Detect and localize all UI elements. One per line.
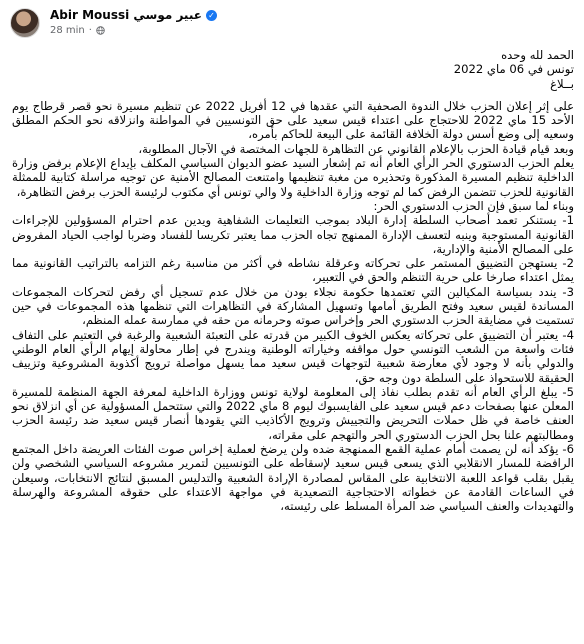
statement-title: بــلاغ <box>550 76 574 91</box>
intro-paragraph-2: وبعد قيام قيادة الحزب بالإعلام القانوني عن التظاهرة للجهات المختصة في الآجال المطلوبة، <box>138 141 574 156</box>
point-1: 1- يستنكر تعمد أصحاب السلطة إدارة البلاد بموجب التعليمات الشفاهية ويدين عدم احترام المسؤولين للإجراءات القانونية المستوجبة وينبه لتعسف الإدارة الممنهج تجاه الحزب مما يعتبر تكريسا للفساد وضربا لواجب الحياد المفروض على المصالح الأمنية والإدارية، <box>12 213 574 256</box>
globe-icon[interactable] <box>96 26 105 35</box>
intro-paragraph-4: وبناء لما سبق فإن الحزب الدستوري الحر: <box>373 198 574 213</box>
author-name-row <box>50 8 217 22</box>
post-meta <box>50 25 105 36</box>
post-body <box>12 48 574 514</box>
greeting: الحمد لله وحده <box>501 48 574 62</box>
point-3: 3- يندد بسياسة المكيالين التي تعتمدها حكومة نجلاء بودن من خلال عدم تسجيل أي رفض لتحركات المجموعات المساندة لقيس سعيد وفتح الطريق أمامها وتسهيل المشاركة في التظاهرات التي تنظمها هذه المجموعات في حين تستميت في مضايقة الحزب الدستوري الحر وإخراس صوته وحرمانه من حقه في ممارسة عمله المنظم، <box>12 284 574 328</box>
point-6: 6- يؤكد أنه لن يصمت أمام عملية القمع الممنهجة ضده ولن يرضخ لعملية إخراس صوت الفئات العريضة داخل المجتمع الرافضة للمسار الانقلابي الذي يسعى قيس سعيد لإسقاطه على التونسيين لتمرير مشروعه السياسي الشخصي ولن يقبل بقلب قواعد اللعبة الانتخابية على المقاس لمصادرة الإرادة الشعبية والتدليس المسبق لنتائج الانتخابات، وسيعلن في الساعات القادمة عن خطواته الاحتجاجية التصعيدية في مواجهة الاعتداء على حقوقه المشروعة والهرسلة والتهديدات والعنف السياسي ضد المرأة المسلط على رئيسته، <box>12 442 574 514</box>
point-2: 2- يستهجن التضييق المستمر على تحركاته وعرقلة نشاطه في أكثر من مناسبة رغم التزامه بالتراتيب القانونية مما يمثل اعتداء صارخا على حرية التنظم والحق في التعبير، <box>12 256 574 285</box>
meta-separator: · <box>88 25 92 36</box>
author-avatar[interactable] <box>10 8 40 38</box>
point-5: 5- يبلغ الرأي العام أنه تقدم بطلب نفاذ إلى المعلومة لولاية تونس ووزارة الداخلية لمعرفة الجهة المنظمة للمسيرة المعلن عنها بصفحات دعم قيس سعيد على الفايسبوك ليوم 8 ماي 2022 والتي ستتحمل المسؤولية عن أي انزلاق نحو العنف خاصة في ظل حملات التحريض والتجييش وترويج الأكاذيب التي يقودها أنصار قيس سعيد ضد رئيسة الحزب ومطالبتهم علنا بحل الحزب الدستوري الحر والتهجم على مقراته، <box>12 384 574 442</box>
author-name[interactable]: Abir Moussi عبير موسي <box>50 8 202 22</box>
point-4: 4- يعتبر أن التضييق على تحركاته يعكس الخوف الكبير من قدرته على التعبئة الشعبية والرغبة في التعتيم على التفاف فئات واسعة من الشعب التونسي حول مواقفه وخياراته الوطنية ويندرج في إطار محاولة إيهام الرأي العام الوطني والدولي بأنه لا وجود لأي معارضة شعبية لتوجهات قيس سعيد مما يسهل مواصلة ترويج أكذوبة المشروعية وتزييف الحقيقة للاستحواذ على السلطة دون وجه حق، <box>12 327 574 385</box>
intro-paragraph-3: يعلم الحزب الدستوري الحر الرأي العام أنه تم إشعار السيد عضو الديوان السياسي المكلف بإيداع الإعلام برفض وزارة الداخلية تنظيم المسيرة المذكورة وتحذيره من مغبة تنظيمها وامتنعت المصالح الأمنية عن توجيه مراسلة كتابية للممثلة القانونية للحزب تتضمن الرفض كما لم توجه وزارة الداخلية ولا والي تونس أي مكتوب لرئيسة الحزب برفض التظاهرة، <box>12 156 574 199</box>
intro-paragraph-1: على إثر إعلان الحزب خلال الندوة الصحفية التي عقدها في 12 أفريل 2022 عن تنظيم مسيرة نحو قصر قرطاج يوم الأحد 15 ماي 2022 للاحتجاج على اعتداء قيس سعيد على حق التونسيين في المواطنة وانزلاقه نحو الحكم المطلق وسعيه إلى وضع أسس دولة الخلافة القائمة على البيعة للحاكم بأمره، <box>12 98 574 142</box>
post-timestamp[interactable]: 28 min <box>50 25 85 36</box>
date-line: تونس في 06 ماي 2022 <box>453 62 574 77</box>
verified-badge-icon: ✓ <box>206 10 217 21</box>
post-header <box>10 6 570 42</box>
